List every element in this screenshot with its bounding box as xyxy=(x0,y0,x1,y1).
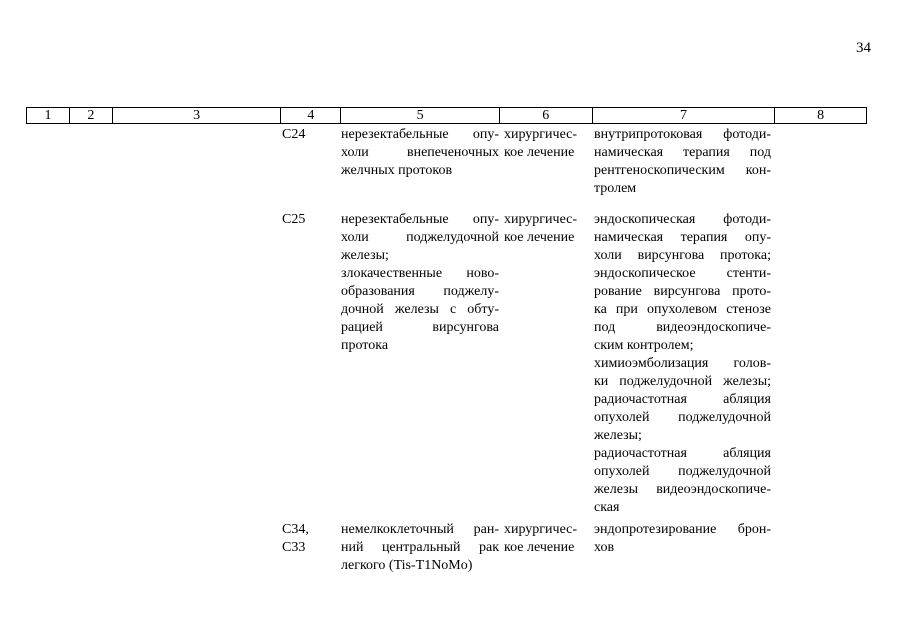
diagnosis-line: железы; xyxy=(341,248,389,263)
diagnosis-line: злокачественные ново- xyxy=(341,266,499,281)
table-cell-code xyxy=(282,211,332,229)
table-cell-diagnosis xyxy=(341,521,499,575)
method-line: эндоскопическая фотоди- xyxy=(594,212,771,227)
table-cell-method xyxy=(594,126,771,198)
table-cell-code xyxy=(282,126,332,144)
method-line: радиочастотная абляция xyxy=(594,446,771,461)
header-cell-3: 3 xyxy=(113,108,282,123)
code-line: C24 xyxy=(282,127,306,142)
method-line: ки поджелудочной железы; xyxy=(594,374,771,389)
table-header-row xyxy=(26,107,867,124)
diagnosis-line: желчных протоков xyxy=(341,163,453,178)
method-line: опухолей поджелудочной xyxy=(594,410,771,425)
diagnosis-line: рацией вирсунгова xyxy=(341,320,499,335)
header-cell-4: 4 xyxy=(281,108,341,123)
table-cell-method xyxy=(594,521,771,557)
diagnosis-line: дочной железы с обту- xyxy=(341,302,499,317)
method-line: ка при опухолевом стенозе xyxy=(594,302,771,317)
treatment-line: кое лечение xyxy=(504,230,575,245)
method-line: холи вирсунгова протока; xyxy=(594,248,771,263)
method-line: химиоэмболизация голов- xyxy=(594,356,771,371)
method-line: тролем xyxy=(594,181,637,196)
diagnosis-line: легкого (Tis-T1NoMo) xyxy=(341,558,473,573)
header-cell-5: 5 xyxy=(341,108,500,123)
table-cell-method xyxy=(594,211,771,517)
method-line: под видеоэндоскопиче- xyxy=(594,320,771,335)
treatment-line: хирургичес- xyxy=(504,127,578,142)
diagnosis-line: протока xyxy=(341,338,389,353)
table-cell-diagnosis xyxy=(341,126,499,180)
diagnosis-line: холи внепеченочных xyxy=(341,145,499,160)
table-cell-treatment xyxy=(504,126,586,162)
method-line: рентгеноскопическим кон- xyxy=(594,163,771,178)
header-cell-7: 7 xyxy=(593,108,776,123)
diagnosis-line: ний центральный рак xyxy=(341,540,499,555)
method-line: ским контролем; xyxy=(594,338,694,353)
page-number: 34 xyxy=(856,40,871,56)
diagnosis-line: холи поджелудочной xyxy=(341,230,499,245)
code-line: C34, xyxy=(282,522,309,537)
table-cell-diagnosis xyxy=(341,211,499,355)
method-line: железы видеоэндоскопиче- xyxy=(594,482,771,497)
header-cell-1: 1 xyxy=(27,108,70,123)
code-line: C25 xyxy=(282,212,306,227)
method-line: намическая терапия под xyxy=(594,145,771,160)
diagnosis-line: нерезектабельные опу- xyxy=(341,127,499,142)
diagnosis-line: нерезектабельные опу- xyxy=(341,212,499,227)
method-line: опухолей поджелудочной xyxy=(594,464,771,479)
table-cell-treatment xyxy=(504,521,586,557)
treatment-line: хирургичес- xyxy=(504,212,578,227)
method-line: эндопротезирование брон- xyxy=(594,522,771,537)
diagnosis-line: образования поджелу- xyxy=(341,284,499,299)
code-line: C33 xyxy=(282,540,306,555)
method-line: хов xyxy=(594,540,615,555)
method-line: железы; xyxy=(594,428,642,443)
header-cell-6: 6 xyxy=(500,108,593,123)
diagnosis-line: немелкоклеточный ран- xyxy=(341,522,499,537)
method-line: рование вирсунгова прото- xyxy=(594,284,771,299)
header-cell-8: 8 xyxy=(817,108,825,123)
method-line: эндоскопическое стенти- xyxy=(594,266,771,281)
method-line: внутрипротоковая фотоди- xyxy=(594,127,771,142)
treatment-line: хирургичес- xyxy=(504,522,578,537)
treatment-line: кое лечение xyxy=(504,145,575,160)
table-cell-treatment xyxy=(504,211,586,247)
treatment-line: кое лечение xyxy=(504,540,575,555)
method-line: намическая терапия опу- xyxy=(594,230,771,245)
header-cell-2: 2 xyxy=(70,108,113,123)
method-line: ская xyxy=(594,500,620,515)
method-line: радиочастотная абляция xyxy=(594,392,771,407)
table-cell-code xyxy=(282,521,332,557)
